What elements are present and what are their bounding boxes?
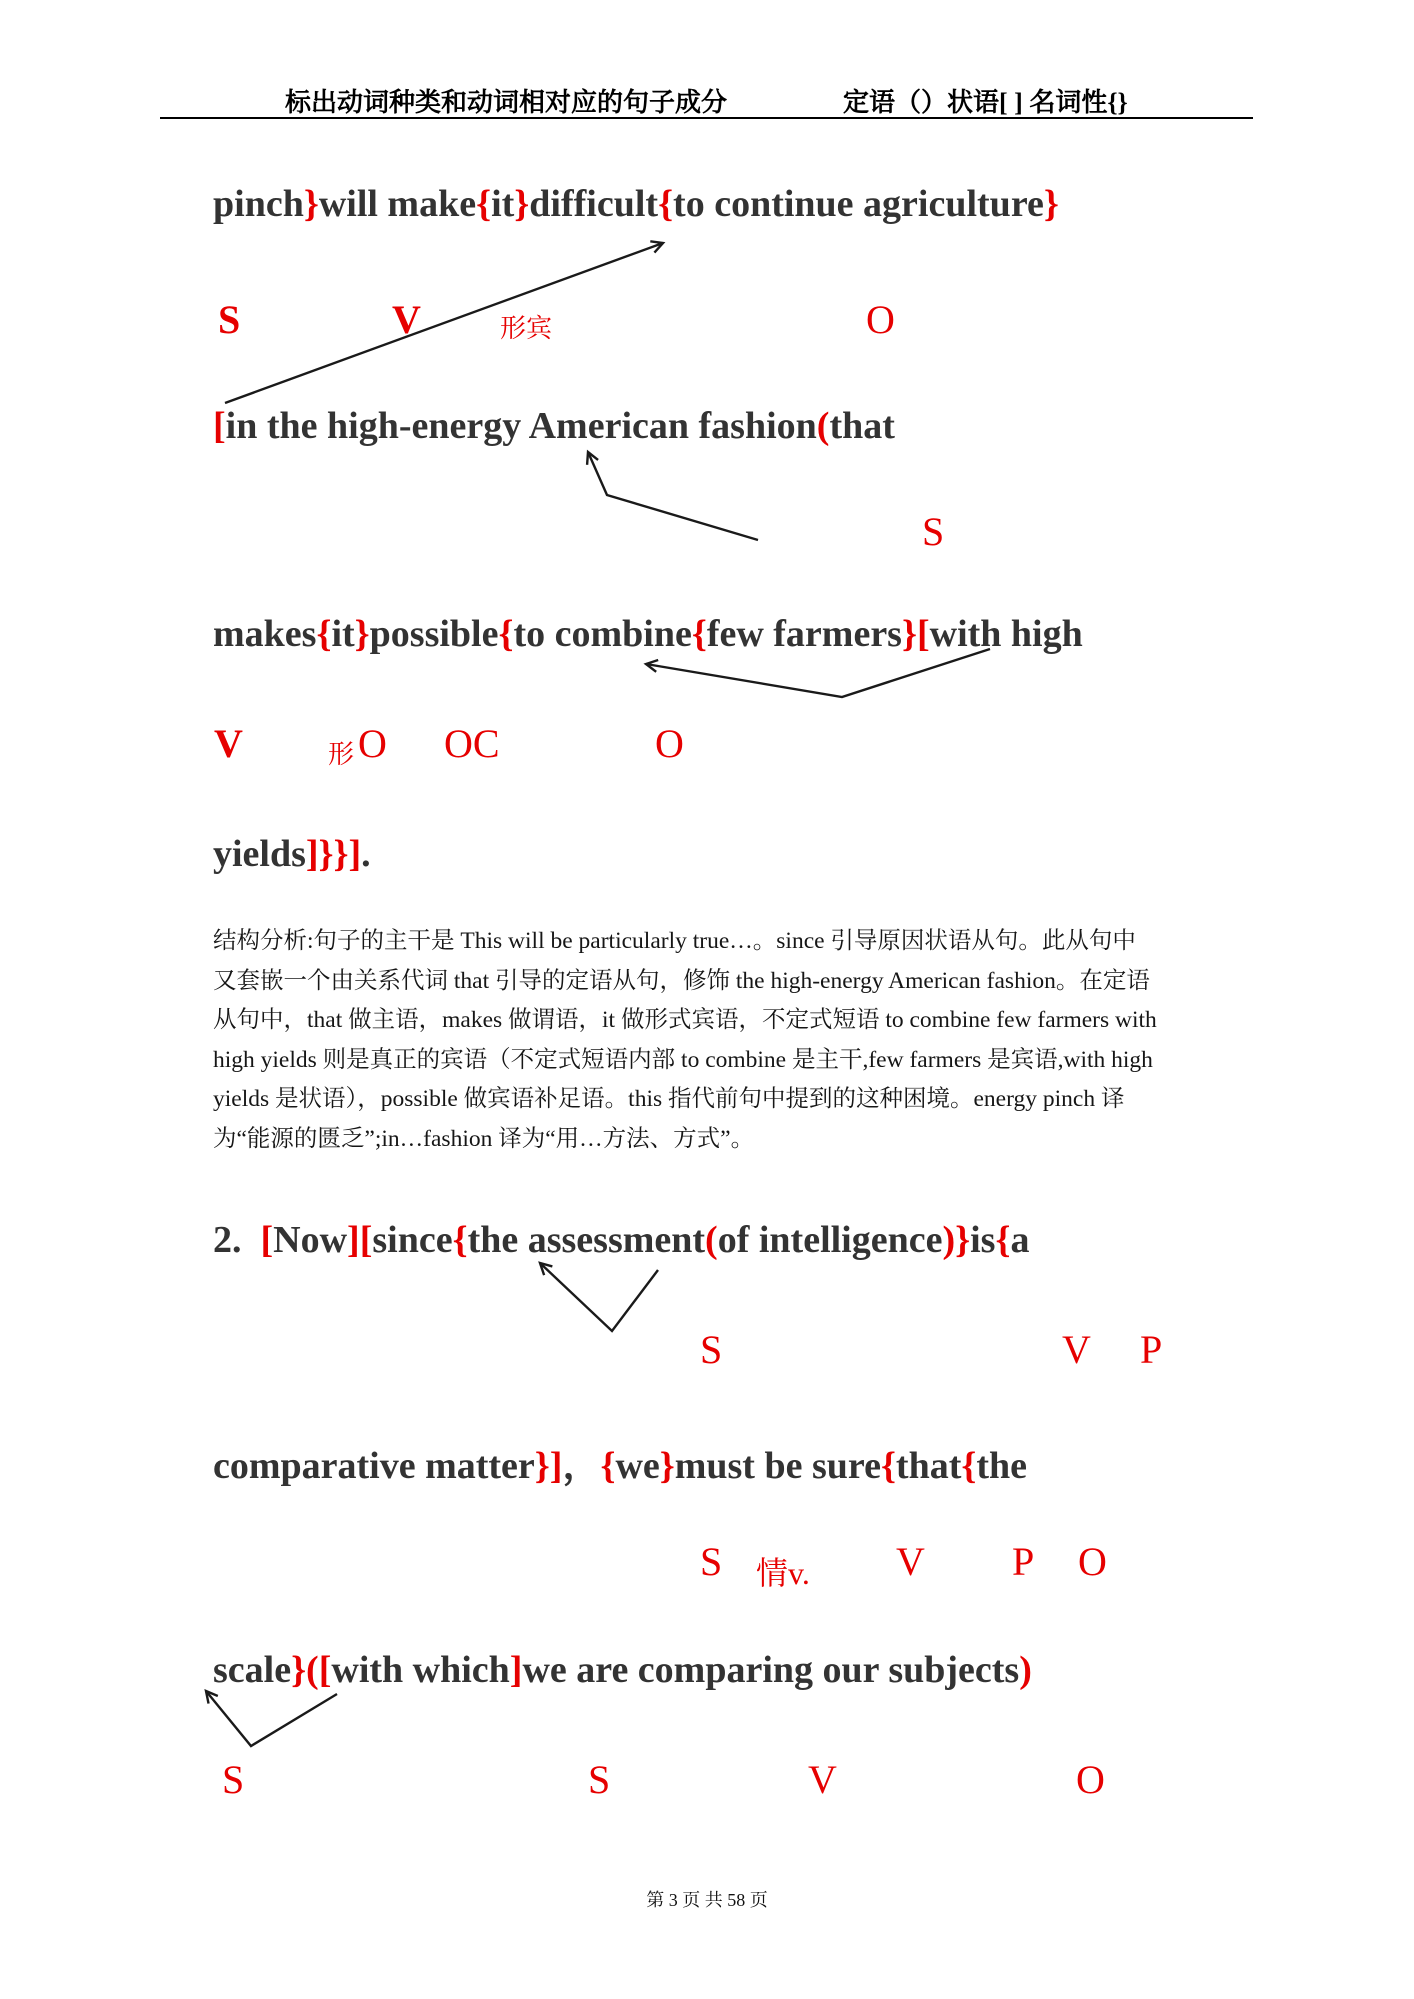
sentence-text: the (976, 1445, 1028, 1487)
bracket-marker: } (1043, 183, 1059, 225)
bracket-marker: } (303, 183, 319, 225)
bracket-marker: { (658, 183, 674, 225)
label-object-complement: OC (444, 721, 500, 766)
header-right-legend: 定语（）状语[ ] 名词性{} (843, 88, 1128, 117)
label-modal-verb: 情v. (756, 1555, 810, 1591)
sentence-text: pinch (213, 183, 304, 225)
bracket-marker: { (995, 1219, 1011, 1261)
sentence-text: is (970, 1219, 996, 1261)
label-predicative: P (1012, 1539, 1035, 1584)
label-object: O (655, 721, 684, 766)
sentence-text: must be sure (674, 1445, 881, 1487)
sentence-text: it (331, 613, 355, 655)
bracket-marker: { (600, 1445, 616, 1487)
bracket-marker: { (452, 1219, 468, 1261)
header-left-title: 标出动词种类和动词相对应的句子成分 (285, 88, 728, 117)
label-verb: V (1062, 1327, 1091, 1372)
sentence-text: scale (213, 1649, 292, 1691)
bracket-marker: ( (705, 1219, 718, 1261)
sentence-text: with which (331, 1649, 510, 1691)
sentence-text: Now (273, 1219, 348, 1261)
bracket-marker: { (498, 613, 514, 655)
bracket-marker: ]}}] (305, 833, 362, 875)
bracket-marker: ] (509, 1649, 523, 1691)
label-verb: V (392, 297, 421, 342)
sentence-text: 2. (213, 1219, 261, 1261)
sentence-text: to continue agriculture (673, 183, 1044, 225)
sentence-text: comparative matter (213, 1445, 535, 1487)
sentence-line-2 (213, 404, 895, 448)
analysis-line: 结构分析:句子的主干是 This will be particularly true…。since 引导原因状语从句。此从句中 (213, 928, 1136, 954)
label-subject: S (588, 1757, 611, 1802)
bracket-marker: { (476, 183, 492, 225)
sentence-text: a (1010, 1219, 1030, 1261)
sentence-text: makes (213, 613, 317, 655)
sentence-text: it (491, 183, 515, 225)
sentence-text: difficult (529, 183, 659, 225)
bracket-marker: }[ (901, 613, 930, 655)
label-object: O (1076, 1757, 1105, 1802)
sentence-text: we (615, 1445, 660, 1487)
label-verb: V (896, 1539, 925, 1584)
bracket-marker: { (880, 1445, 896, 1487)
sentence-text: that (895, 1445, 962, 1487)
bracket-marker: } (514, 183, 530, 225)
label-verb: V (214, 721, 243, 766)
analysis-line: high yields 则是真正的宾语（不定式短语内部 to combine 是主干,few farmers 是宾语,with high (213, 1046, 1153, 1073)
analysis-line: yields 是状语），possible 做宾语补足语。this 指代前句中提到的这种困境。energy pinch 译 (213, 1086, 1125, 1112)
sentence-text: few farmers (706, 613, 902, 655)
arrow-to-combine (646, 649, 990, 697)
bracket-marker: { (691, 613, 707, 655)
label-subject: S (922, 509, 945, 554)
label-verb: V (808, 1757, 837, 1802)
sentence-line-3 (213, 612, 1083, 656)
sentence-text: since (372, 1219, 453, 1261)
arrow-to-agriculture (225, 243, 663, 403)
sentence-text: will make (318, 183, 477, 225)
sentence-text: with high (929, 613, 1083, 655)
page-number: 第 3 页 共 58 页 (646, 1890, 768, 1910)
bracket-marker: } (659, 1445, 675, 1487)
label-object: O (866, 297, 895, 342)
analysis-line: 又套嵌一个由关系代词 that 引导的定语从句，修饰 the high-energy American fashion。在定语 (213, 967, 1150, 994)
sentence-text: ， (562, 1445, 601, 1487)
sentence-text: we are comparing our subjects (522, 1649, 1020, 1691)
bracket-marker: }([ (291, 1649, 332, 1691)
structure-analysis-paragraph (213, 922, 1157, 1159)
bracket-marker: ) (1019, 1649, 1032, 1691)
bracket-marker: [ (213, 405, 226, 447)
bracket-marker: ( (816, 405, 830, 447)
bracket-marker: [ (260, 1219, 274, 1261)
bracket-marker: )} (942, 1219, 971, 1261)
label-subject: S (218, 297, 241, 342)
arrow-to-scale (206, 1691, 337, 1746)
sentence-line-6 (213, 1434, 1027, 1489)
label-object: O (358, 721, 387, 766)
sentence-text: in the high-energy American fashion (225, 405, 817, 447)
sentence-text: to combine (513, 613, 692, 655)
label-subject: S (222, 1757, 245, 1802)
label-subject: S (700, 1327, 723, 1372)
header-divider (160, 117, 1253, 119)
bracket-marker: }] (534, 1445, 563, 1487)
bracket-marker: ][ (347, 1219, 373, 1261)
sentence-line-5 (213, 1218, 1029, 1262)
analysis-line: 为“能源的匮乏”;in…fashion 译为“用…方法、方式”。 (213, 1125, 755, 1152)
sentence-line-1 (213, 182, 1059, 226)
sentence-text: yields (213, 833, 306, 875)
arrow-to-that (588, 452, 758, 540)
sentence-text: of intelligence (717, 1219, 943, 1261)
label-predicative: P (1140, 1327, 1163, 1372)
bracket-marker: { (316, 613, 332, 655)
bracket-marker: } (354, 613, 370, 655)
bracket-marker: { (961, 1445, 977, 1487)
label-subject: S (700, 1539, 723, 1584)
sentence-text: that (829, 405, 895, 447)
arrow-to-assessment (540, 1263, 658, 1331)
sentence-text: . (361, 833, 371, 875)
sentence-line-7 (213, 1648, 1032, 1692)
analysis-line: 从句中，that 做主语，makes 做谓语，it 做形式宾语，不定式短语 to combine few farmers with (213, 1007, 1157, 1033)
sentence-text: possible (369, 613, 499, 655)
sentence-line-4 (213, 832, 371, 876)
label-xing: 形 (328, 740, 355, 769)
label-xingbin: 形宾 (500, 314, 553, 343)
label-object: O (1078, 1539, 1107, 1584)
sentence-text: the assessment (467, 1219, 706, 1261)
